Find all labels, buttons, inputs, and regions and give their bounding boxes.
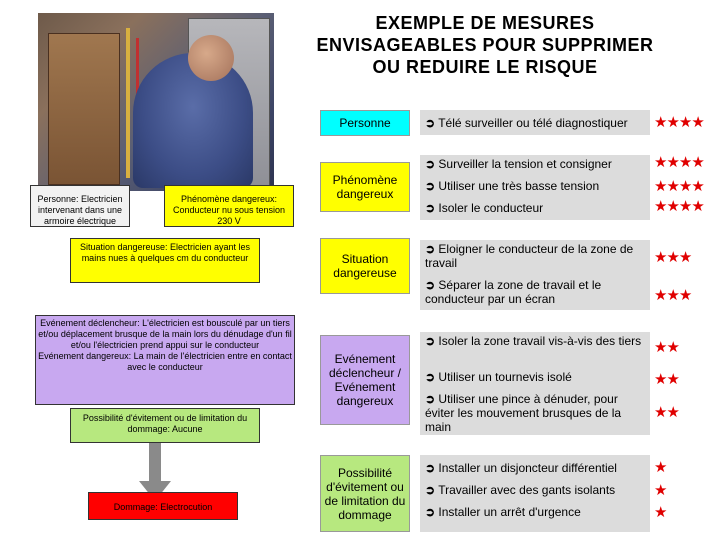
measure-text: Télé surveiller ou télé diagnostiquer bbox=[438, 116, 628, 130]
evenement-declencheur: Evénement déclencheur: L'électricien est bousculé par un tiers et/ou déplacement brusque de la main lors du dénudage d'un fil et/ou l'électricien prend appui sur le conducteur bbox=[38, 318, 292, 350]
measure-item bbox=[425, 370, 645, 384]
star-rating bbox=[654, 483, 666, 498]
electrician-head bbox=[188, 35, 234, 81]
red-star-icon: ★ bbox=[666, 339, 679, 356]
measure-text: Isoler la zone travail vis-à-vis des tiers bbox=[438, 334, 642, 348]
measure-item bbox=[425, 157, 645, 171]
star-rating bbox=[654, 405, 679, 420]
red-star-icon: ★ bbox=[654, 154, 667, 171]
right-arrow-icon: ➲ bbox=[425, 116, 436, 130]
red-star-icon: ★ bbox=[666, 198, 679, 215]
cabinet-panel bbox=[48, 33, 120, 185]
measure-item bbox=[425, 392, 645, 434]
measure-text: Isoler le conducteur bbox=[438, 201, 544, 215]
measure-item bbox=[425, 179, 645, 193]
measure-item bbox=[425, 201, 645, 215]
red-star-icon: ★ bbox=[678, 249, 692, 266]
red-star-icon: ★ bbox=[654, 504, 667, 521]
dommage-box: Dommage: Electrocution bbox=[88, 492, 238, 520]
measure-text: Utiliser un tournevis isolé bbox=[438, 370, 572, 384]
measure-text: Séparer la zone de travail et le conducteur par un écran bbox=[425, 278, 602, 306]
red-star-icon: ★ bbox=[678, 114, 692, 131]
right-arrow-icon: ➲ bbox=[425, 179, 436, 193]
red-star-icon: ★ bbox=[654, 178, 667, 195]
red-star-icon: ★ bbox=[666, 154, 679, 171]
measures-group-phenomene bbox=[420, 155, 650, 220]
star-rating bbox=[654, 340, 679, 355]
star-rating bbox=[654, 505, 666, 520]
red-star-icon: ★ bbox=[654, 249, 667, 266]
right-arrow-icon: ➲ bbox=[425, 392, 436, 406]
red-star-icon: ★ bbox=[654, 459, 667, 476]
category-possibilite: Possibilité d'évitement ou de limitation du dommage bbox=[320, 455, 410, 532]
category-evenement: Evénement déclencheur / Evénement dangereux bbox=[320, 335, 410, 425]
measures-group-personne bbox=[420, 110, 650, 135]
red-star-icon: ★ bbox=[678, 287, 692, 304]
situation-box: Situation dangereuse: Electricien ayant les mains nues à quelques cm du conducteur bbox=[70, 238, 260, 283]
star-rating bbox=[654, 372, 679, 387]
red-star-icon: ★ bbox=[654, 198, 667, 215]
phenomene-box: Phénomène dangereux: Conducteur nu sous tension 230 V bbox=[164, 185, 294, 227]
title-line: ENVISAGEABLES POUR SUPPRIMER bbox=[316, 35, 654, 55]
right-arrow-icon: ➲ bbox=[425, 278, 436, 292]
electrician-photo bbox=[38, 13, 274, 191]
measures-group-evenement bbox=[420, 332, 650, 435]
red-star-icon: ★ bbox=[654, 404, 667, 421]
measure-text: Utiliser une pince à dénuder, pour éviter les mouvement brusques de la main bbox=[425, 392, 622, 434]
evenement-dangereux: Evénement dangereux: La main de l'électricien entre en contact avec le conducteur bbox=[38, 351, 292, 372]
category-personne: Personne bbox=[320, 110, 410, 136]
red-star-icon: ★ bbox=[678, 154, 692, 171]
measure-item bbox=[425, 334, 645, 348]
measure-item bbox=[425, 505, 645, 519]
right-arrow-icon: ➲ bbox=[425, 334, 436, 348]
measure-text: Installer un disjoncteur différentiel bbox=[438, 461, 617, 475]
red-star-icon: ★ bbox=[691, 178, 704, 195]
measure-item bbox=[425, 116, 645, 130]
right-arrow-icon: ➲ bbox=[425, 483, 436, 497]
right-arrow-icon: ➲ bbox=[425, 201, 436, 215]
measures-group-situation bbox=[420, 240, 650, 310]
star-rating bbox=[654, 155, 704, 170]
category-situation: Situation dangereuse bbox=[320, 238, 410, 294]
measure-text: Installer un arrêt d'urgence bbox=[438, 505, 581, 519]
wire bbox=[126, 28, 130, 178]
red-star-icon: ★ bbox=[678, 178, 692, 195]
star-rating bbox=[654, 115, 704, 130]
measure-text: Travailler avec des gants isolants bbox=[438, 483, 616, 497]
right-arrow-icon: ➲ bbox=[425, 505, 436, 519]
star-rating bbox=[654, 179, 704, 194]
measure-item bbox=[425, 278, 645, 306]
red-star-icon: ★ bbox=[678, 198, 692, 215]
right-arrow-icon: ➲ bbox=[425, 370, 436, 384]
evenement-box bbox=[35, 315, 295, 405]
red-star-icon: ★ bbox=[654, 114, 667, 131]
measure-text: Eloigner le conducteur de la zone de travail bbox=[425, 242, 634, 270]
measures-group-possibilite bbox=[420, 455, 650, 532]
red-star-icon: ★ bbox=[666, 178, 679, 195]
red-star-icon: ★ bbox=[654, 371, 667, 388]
red-star-icon: ★ bbox=[654, 287, 667, 304]
red-star-icon: ★ bbox=[691, 198, 704, 215]
star-rating bbox=[654, 199, 704, 214]
title-line: OU REDUIRE LE RISQUE bbox=[372, 57, 598, 77]
red-star-icon: ★ bbox=[666, 249, 679, 266]
down-arrow-shaft bbox=[149, 443, 161, 481]
red-star-icon: ★ bbox=[666, 287, 679, 304]
red-star-icon: ★ bbox=[666, 404, 679, 421]
right-arrow-icon: ➲ bbox=[425, 461, 436, 475]
red-star-icon: ★ bbox=[654, 339, 667, 356]
possibilite-box: Possibilité d'évitement ou de limitation du dommage: Aucune bbox=[70, 408, 260, 443]
measure-item bbox=[425, 242, 645, 270]
measure-text: Surveiller la tension et consigner bbox=[438, 157, 612, 171]
category-phenomene: Phénomène dangereux bbox=[320, 162, 410, 212]
page-title bbox=[280, 12, 690, 78]
measure-item bbox=[425, 461, 645, 475]
star-rating bbox=[654, 250, 691, 265]
red-star-icon: ★ bbox=[666, 371, 679, 388]
personne-box: Personne: Electricien intervenant dans une armoire électrique bbox=[30, 185, 130, 227]
measure-item bbox=[425, 483, 645, 497]
red-star-icon: ★ bbox=[654, 482, 667, 499]
measure-text: Utiliser une très basse tension bbox=[438, 179, 600, 193]
right-arrow-icon: ➲ bbox=[425, 157, 436, 171]
red-star-icon: ★ bbox=[666, 114, 679, 131]
title-line: EXEMPLE DE MESURES bbox=[375, 13, 595, 33]
red-star-icon: ★ bbox=[691, 114, 704, 131]
red-star-icon: ★ bbox=[691, 154, 704, 171]
star-rating bbox=[654, 288, 691, 303]
star-rating bbox=[654, 460, 666, 475]
right-arrow-icon: ➲ bbox=[425, 242, 436, 256]
